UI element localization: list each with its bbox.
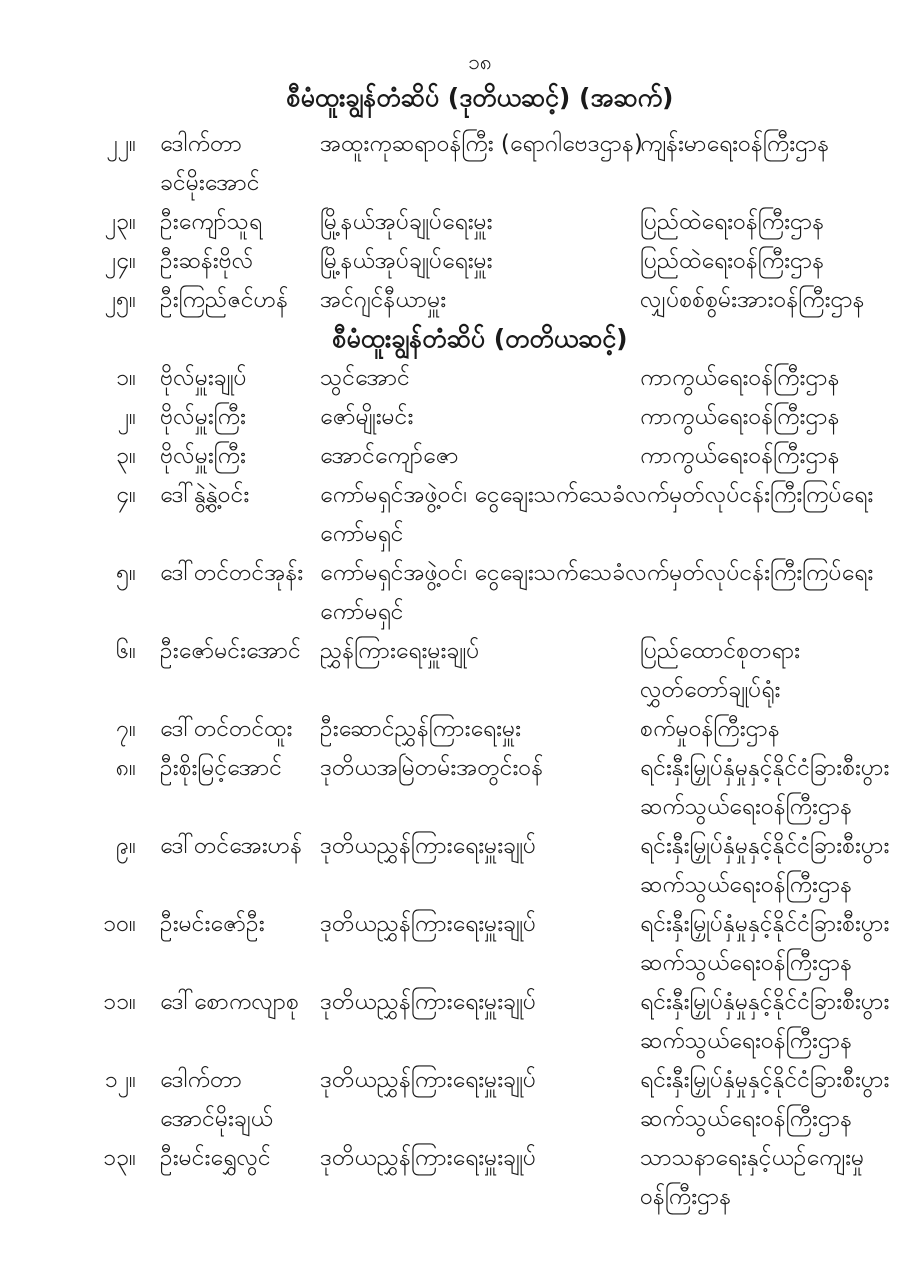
position-cell: ကော်မရှင်အဖွဲ့ဝင်၊ ငွေချေးသက်သေခံလက်မှတ်လုပ်ငန်းကြီးကြပ်ရေး bbox=[320, 482, 874, 508]
row-number: ၅။ bbox=[116, 560, 136, 586]
ministry-cell: ဆက်သွယ်ရေးဝန်ကြီးဌာန bbox=[640, 950, 852, 976]
ministry-cell: ဆက်သွယ်ရေးဝန်ကြီးဌာန bbox=[640, 1106, 852, 1132]
row-number: ၁၃။ bbox=[103, 1145, 136, 1171]
name-cell: ဒေါ်တင်အေးဟန် bbox=[160, 833, 303, 859]
position-cell: ဒုတိယညွှန်ကြားရေးမှူးချုပ် bbox=[320, 989, 537, 1015]
table-row bbox=[0, 1101, 905, 1140]
ministry-cell: ကာကွယ်ရေးဝန်ကြီးဌာန bbox=[640, 365, 840, 391]
row-number: ၄။ bbox=[116, 482, 136, 508]
name-cell: ဗိုလ်မှူးချုပ် bbox=[160, 365, 247, 391]
name-cell: ဦးမင်းရွှေလွင် bbox=[160, 1145, 271, 1171]
row-number: ၁၀။ bbox=[103, 911, 136, 937]
position-cell: ကော်မရှင် bbox=[320, 599, 404, 625]
position-cell: အထူးကုဆရာဝန်ကြီး (ရောဂါဗေဒဌာန) bbox=[320, 131, 643, 157]
ministry-cell: ဝန်ကြီးဌာန bbox=[640, 1184, 732, 1210]
ministry-cell: စက်မှုဝန်ကြီးဌာန bbox=[640, 716, 780, 742]
position-cell: ဦးဆောင်ညွှန်ကြားရေးမှူး bbox=[320, 716, 521, 742]
row-number: ၂။ bbox=[117, 404, 136, 430]
row-number: ၉။ bbox=[116, 833, 136, 859]
position-cell: ကော်မရှင် bbox=[320, 521, 404, 547]
table-row bbox=[0, 867, 905, 906]
table-row bbox=[0, 555, 905, 594]
row-number: ၆။ bbox=[116, 638, 136, 664]
position-cell: ဒုတိယညွှန်ကြားရေးမှူးချုပ် bbox=[320, 1067, 537, 1093]
ministry-cell: ရင်းနှီးမြှုပ်နှံမှုနှင့်နိုင်ငံခြားစီးပွား bbox=[640, 911, 890, 937]
name-cell: ခင်မိုးအောင် bbox=[160, 170, 260, 196]
position-cell: အင်ဂျင်နီယာမှူး bbox=[320, 287, 447, 313]
name-cell: ဒေါ်စောကလျာစု bbox=[160, 989, 299, 1015]
ministry-cell: ရင်းနှီးမြှုပ်နှံမှုနှင့်နိုင်ငံခြားစီးပွား bbox=[640, 833, 890, 859]
row-number: ၁။ bbox=[116, 365, 136, 391]
ministry-cell: ကာကွယ်ရေးဝန်ကြီးဌာန bbox=[640, 404, 840, 430]
table-row bbox=[0, 204, 905, 243]
position-cell: အောင်ကျော်ဇော bbox=[320, 443, 459, 469]
row-number: ၇။ bbox=[116, 716, 136, 742]
table-row bbox=[0, 828, 905, 867]
table-row bbox=[0, 789, 905, 828]
position-cell: ကော်မရှင်အဖွဲ့ဝင်၊ ငွေချေးသက်သေခံလက်မှတ်လုပ်ငန်းကြီးကြပ်ရေး bbox=[320, 560, 874, 586]
position-cell: ဒုတိယညွှန်ကြားရေးမှူးချုပ် bbox=[320, 1145, 537, 1171]
name-cell: ဦးမင်းဇော်ဦး bbox=[160, 911, 265, 937]
name-cell: အောင်မိုးချယ် bbox=[160, 1106, 273, 1132]
ministry-cell: လျှပ်စစ်စွမ်းအားဝန်ကြီးဌာန bbox=[640, 287, 865, 313]
position-cell: ဇော်မျိုးမင်း bbox=[320, 404, 414, 430]
table-row bbox=[0, 438, 905, 477]
table-row bbox=[0, 594, 905, 633]
ministry-cell: ရင်းနှီးမြှုပ်နှံမှုနှင့်နိုင်ငံခြားစီးပွား bbox=[640, 989, 890, 1015]
table-row bbox=[0, 1062, 905, 1101]
table-row bbox=[0, 165, 905, 204]
ministry-cell: လွှတ်တော်ချုပ်ရုံး bbox=[640, 677, 781, 703]
table-row bbox=[0, 906, 905, 945]
name-cell: ဒေါက်တာ bbox=[160, 131, 242, 157]
table-row bbox=[0, 1023, 905, 1062]
ministry-cell: ရင်းနှီးမြှုပ်နှံမှုနှင့်နိုင်ငံခြားစီးပွား bbox=[640, 1067, 890, 1093]
table-row bbox=[0, 711, 905, 750]
table-row bbox=[0, 672, 905, 711]
section-heading: စီမံထူးချွန်တံဆိပ် (တတိယဆင့်) bbox=[332, 324, 628, 353]
row-number: ၂၄။ bbox=[104, 248, 136, 274]
ministry-cell: ပြည်ထောင်စုတရား bbox=[640, 638, 800, 664]
row-number: ၁၁။ bbox=[103, 989, 136, 1015]
table-row bbox=[0, 282, 905, 321]
position-cell: ညွှန်ကြားရေးမှူးချုပ် bbox=[320, 638, 480, 664]
position-cell: ဒုတိယအမြဲတမ်းအတွင်းဝန် bbox=[320, 755, 544, 781]
medal-award-list bbox=[0, 80, 905, 1218]
ministry-cell: သာသနာရေးနှင့်ယဉ်ကျေးမှု bbox=[640, 1145, 865, 1171]
ministry-cell: ဆက်သွယ်ရေးဝန်ကြီးဌာန bbox=[640, 872, 852, 898]
table-row bbox=[0, 399, 905, 438]
section-heading: စီမံထူးချွန်တံဆိပ် (ဒုတိယဆင့်) (အဆက်) bbox=[286, 83, 674, 112]
table-row bbox=[0, 243, 905, 282]
name-cell: ဗိုလ်မှူးကြီး bbox=[160, 443, 246, 469]
table-row bbox=[0, 984, 905, 1023]
row-number: ၃။ bbox=[116, 443, 136, 469]
row-number: ၂၃။ bbox=[104, 209, 136, 235]
ministry-cell: ကျန်းမာရေးဝန်ကြီးဌာန bbox=[640, 131, 830, 157]
row-number: ၂၂။ bbox=[106, 131, 136, 157]
ministry-cell: ပြည်ထဲရေးဝန်ကြီးဌာန bbox=[640, 209, 825, 235]
name-cell: ဗိုလ်မှူးကြီး bbox=[160, 404, 246, 430]
ministry-cell: ပြည်ထဲရေးဝန်ကြီးဌာန bbox=[640, 248, 825, 274]
name-cell: ဒေါ်တင်တင်ထူး bbox=[160, 716, 293, 742]
ministry-cell: ဆက်သွယ်ရေးဝန်ကြီးဌာန bbox=[640, 1028, 852, 1054]
name-cell: ဦးဇော်မင်းအောင် bbox=[160, 638, 301, 664]
table-row bbox=[0, 1179, 905, 1218]
ministry-cell: ရင်းနှီးမြှုပ်နှံမှုနှင့်နိုင်ငံခြားစီးပွား bbox=[640, 755, 890, 781]
row-number: ၁၂။ bbox=[104, 1067, 136, 1093]
table-row bbox=[0, 945, 905, 984]
table-row bbox=[0, 126, 905, 165]
name-cell: ဦးကြည်ဇင်ဟန် bbox=[160, 287, 289, 313]
name-cell: ဦးကျော်သူရ bbox=[160, 209, 263, 235]
position-cell: မြို့နယ်အုပ်ချုပ်ရေးမှူး bbox=[320, 248, 493, 274]
table-row bbox=[0, 516, 905, 555]
table-row bbox=[0, 750, 905, 789]
name-cell: ဒေါ်နွဲ့နွဲ့ဝင်း bbox=[160, 482, 250, 508]
ministry-cell: ကာကွယ်ရေးဝန်ကြီးဌာန bbox=[640, 443, 840, 469]
name-cell: ဦးဆန်းဗိုလ် bbox=[160, 248, 254, 274]
table-row bbox=[0, 1140, 905, 1179]
position-cell: ဒုတိယညွှန်ကြားရေးမှူးချုပ် bbox=[320, 833, 537, 859]
name-cell: ဦးစိုးမြင့်အောင် bbox=[160, 755, 283, 781]
table-row bbox=[0, 360, 905, 399]
position-cell: မြို့နယ်အုပ်ချုပ်ရေးမှူး bbox=[320, 209, 493, 235]
row-number: ၂၅။ bbox=[104, 287, 136, 313]
page-number: ၁၈ bbox=[468, 50, 492, 74]
position-cell: သွင်အောင် bbox=[320, 365, 410, 391]
table-row bbox=[0, 633, 905, 672]
name-cell: ဒေါ်တင်တင်အုန်း bbox=[160, 560, 304, 586]
position-cell: ဒုတိယညွှန်ကြားရေးမှူးချုပ် bbox=[320, 911, 537, 937]
name-cell: ဒေါက်တာ bbox=[160, 1067, 242, 1093]
table-row bbox=[0, 477, 905, 516]
row-number: ၈။ bbox=[115, 755, 136, 781]
ministry-cell: ဆက်သွယ်ရေးဝန်ကြီးဌာန bbox=[640, 794, 852, 820]
